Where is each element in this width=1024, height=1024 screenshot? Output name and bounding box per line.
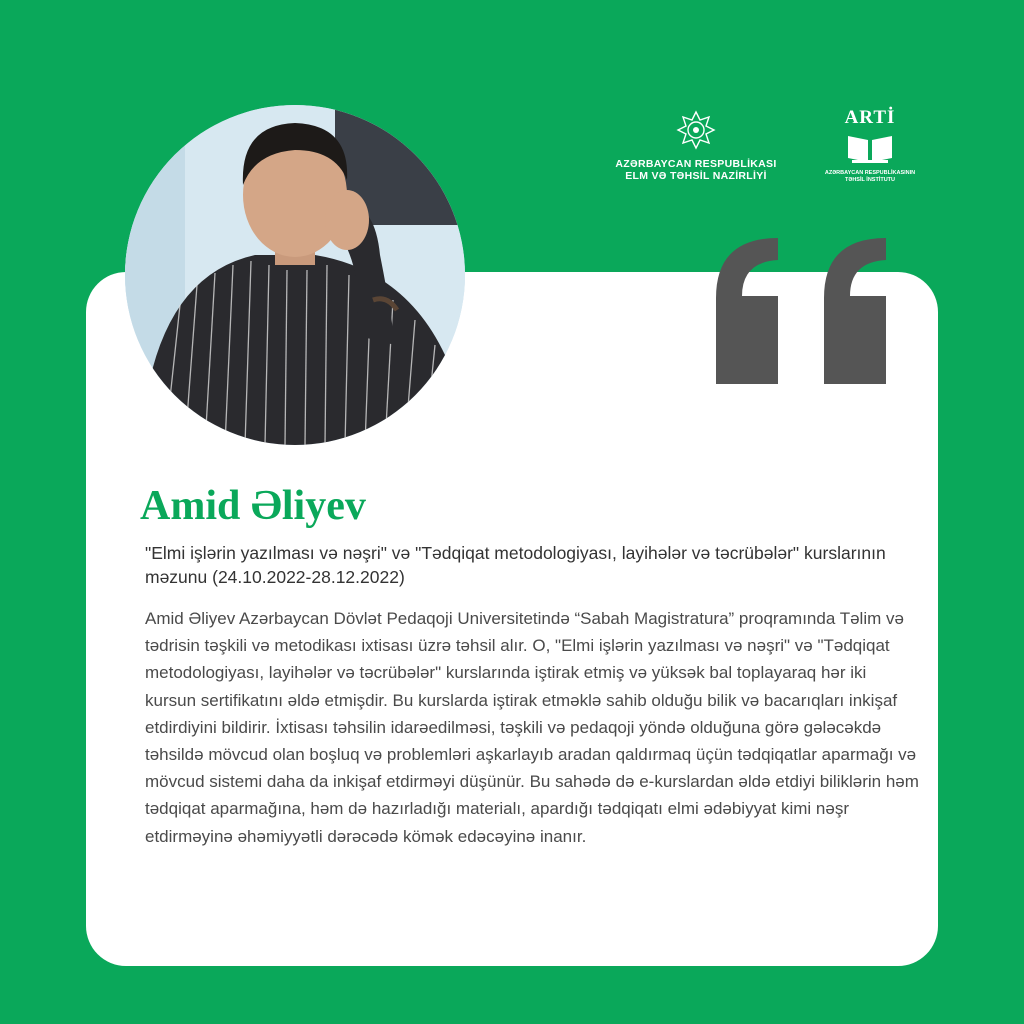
- ministry-name-line1: AZƏRBAYCAN RESPUBLİKASI: [615, 158, 777, 170]
- person-name: Amid Əliyev: [140, 483, 366, 529]
- arti-subtitle-line1: AZƏRBAYCAN RESPUBLİKASININ: [824, 170, 916, 176]
- ministry-emblem-icon: [674, 108, 718, 152]
- ministry-name-line2: ELM VƏ TƏHSİL NAZİRLİYİ: [625, 170, 767, 182]
- quote-mark-icon: [716, 238, 886, 384]
- ministry-logo: [606, 108, 786, 188]
- course-subtitle: "Elmi işlərin yazılması və nəşri" və "Tədqiqat metodologiyası, layihələr və təcrübələr" kurslarının məzunu (24.10.2022-28.12.2022): [145, 543, 886, 587]
- arti-subtitle-line2: TƏHSİL İNSTİTUTU: [844, 177, 896, 183]
- arti-title: ARTİ: [844, 107, 896, 128]
- arti-logo: [820, 108, 920, 198]
- testimonial-text: Amid Əliyev Azərbaycan Dövlət Pedaqoji Universitetində “Sabah Magistratura” proqramında Təlim və tədrisin təşkili və metodikası ixtisası üzrə təhsil alır. O, "Elmi işlərin yazılması və nəşri" və "Tədqiqat metodologiyası, layihələr və təcrübələr" kurslarında iştirak etmiş və yüksək bal toplayaraq hər iki kursun sertifikatını əldə etmişdir. Bu kurslarda iştirak etməklə sahib olduğu bilik və bacarıqları inkişaf etdirdiyini bildirir. İxtisası təhsilin idarəedilməsi, təşkili və pedaqoji yöndə olduğuna görə gələcəkdə təhsildə mövcud olan boşluq və problemləri aşkarlayıb aradan qaldırmaq üçün tədqiqatlar aparmağı və mövcud sistemi daha da inkişaf etdirməyi düşünür. Bu sahədə də e-kurslardan əldə etdiyi biliklərin həm tədqiqat aparmağına, həm də hazırladığı materialı, apardığı tədqiqatı elmi ədəbiyyat kimi nəşr etdirməyinə əhəmiyyətli dərəcədə kömək edəcəyinə inanır.: [145, 609, 919, 846]
- open-book-icon: [844, 130, 896, 166]
- student-portrait: [125, 105, 465, 445]
